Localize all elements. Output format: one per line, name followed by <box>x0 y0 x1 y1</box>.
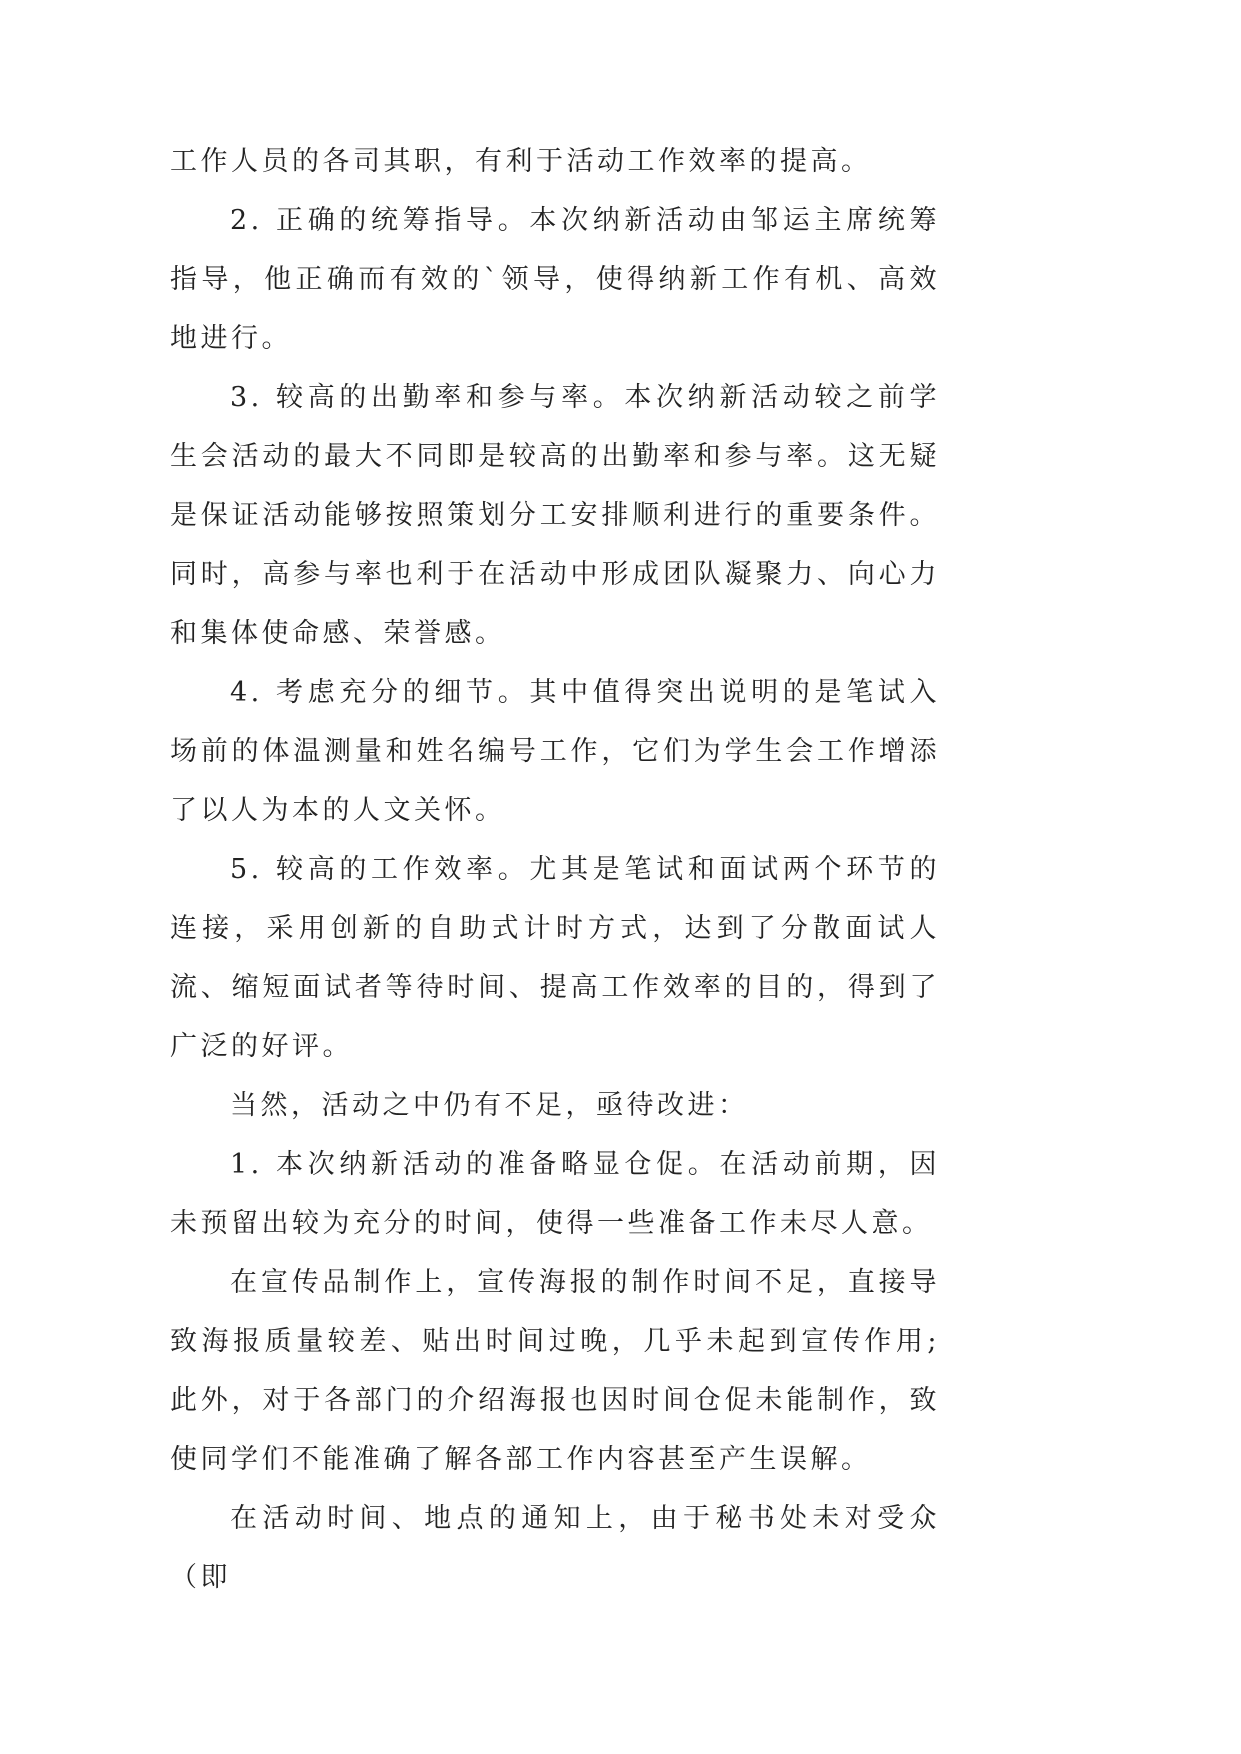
paragraph-shortcomings-intro: 当然，活动之中仍有不足，亟待改进： <box>230 1090 749 1121</box>
paragraph-strength-2: 2. 正确的统筹指导。本次纳新活动由邹运主席统筹指导，他正确而有效的`领导，使得纳新工作有机、高效地进行。 <box>170 205 940 354</box>
paragraph-continuation: 工作人员的各司其职，有利于活动工作效率的提高。 <box>170 146 872 177</box>
paragraph-shortcoming-1: 1. 本次纳新活动的准备略显仓促。在活动前期，因未预留出较为充分的时间，使得一些准备工作未尽人意。 <box>170 1149 940 1239</box>
paragraph-strength-5: 5. 较高的工作效率。尤其是笔试和面试两个环节的连接，采用创新的自助式计时方式，达到了分散面试人流、缩短面试者等待时间、提高工作效率的目的，得到了广泛的好评。 <box>170 854 940 1062</box>
paragraph-notification: 在活动时间、地点的通知上，由于秘书处未对受众（即 <box>170 1503 940 1593</box>
paragraph-publicity: 在宣传品制作上，宣传海报的制作时间不足，直接导致海报质量较差、贴出时间过晚，几乎未起到宣传作用;此外，对于各部门的介绍海报也因时间仓促未能制作，致使同学们不能准确了解各部工作内容甚至产生误解。 <box>170 1267 940 1475</box>
paragraph-strength-4: 4. 考虑充分的细节。其中值得突出说明的是笔试入场前的体温测量和姓名编号工作，它们为学生会工作增添了以人为本的人文关怀。 <box>170 677 940 826</box>
paragraph-strength-3: 3. 较高的出勤率和参与率。本次纳新活动较之前学生会活动的最大不同即是较高的出勤率和参与率。这无疑是保证活动能够按照策划分工安排顺利进行的重要条件。同时，高参与率也利于在活动中形成团队凝聚力、向心力和集体使命感、荣誉感。 <box>170 382 940 649</box>
body-text <box>170 132 940 1607</box>
